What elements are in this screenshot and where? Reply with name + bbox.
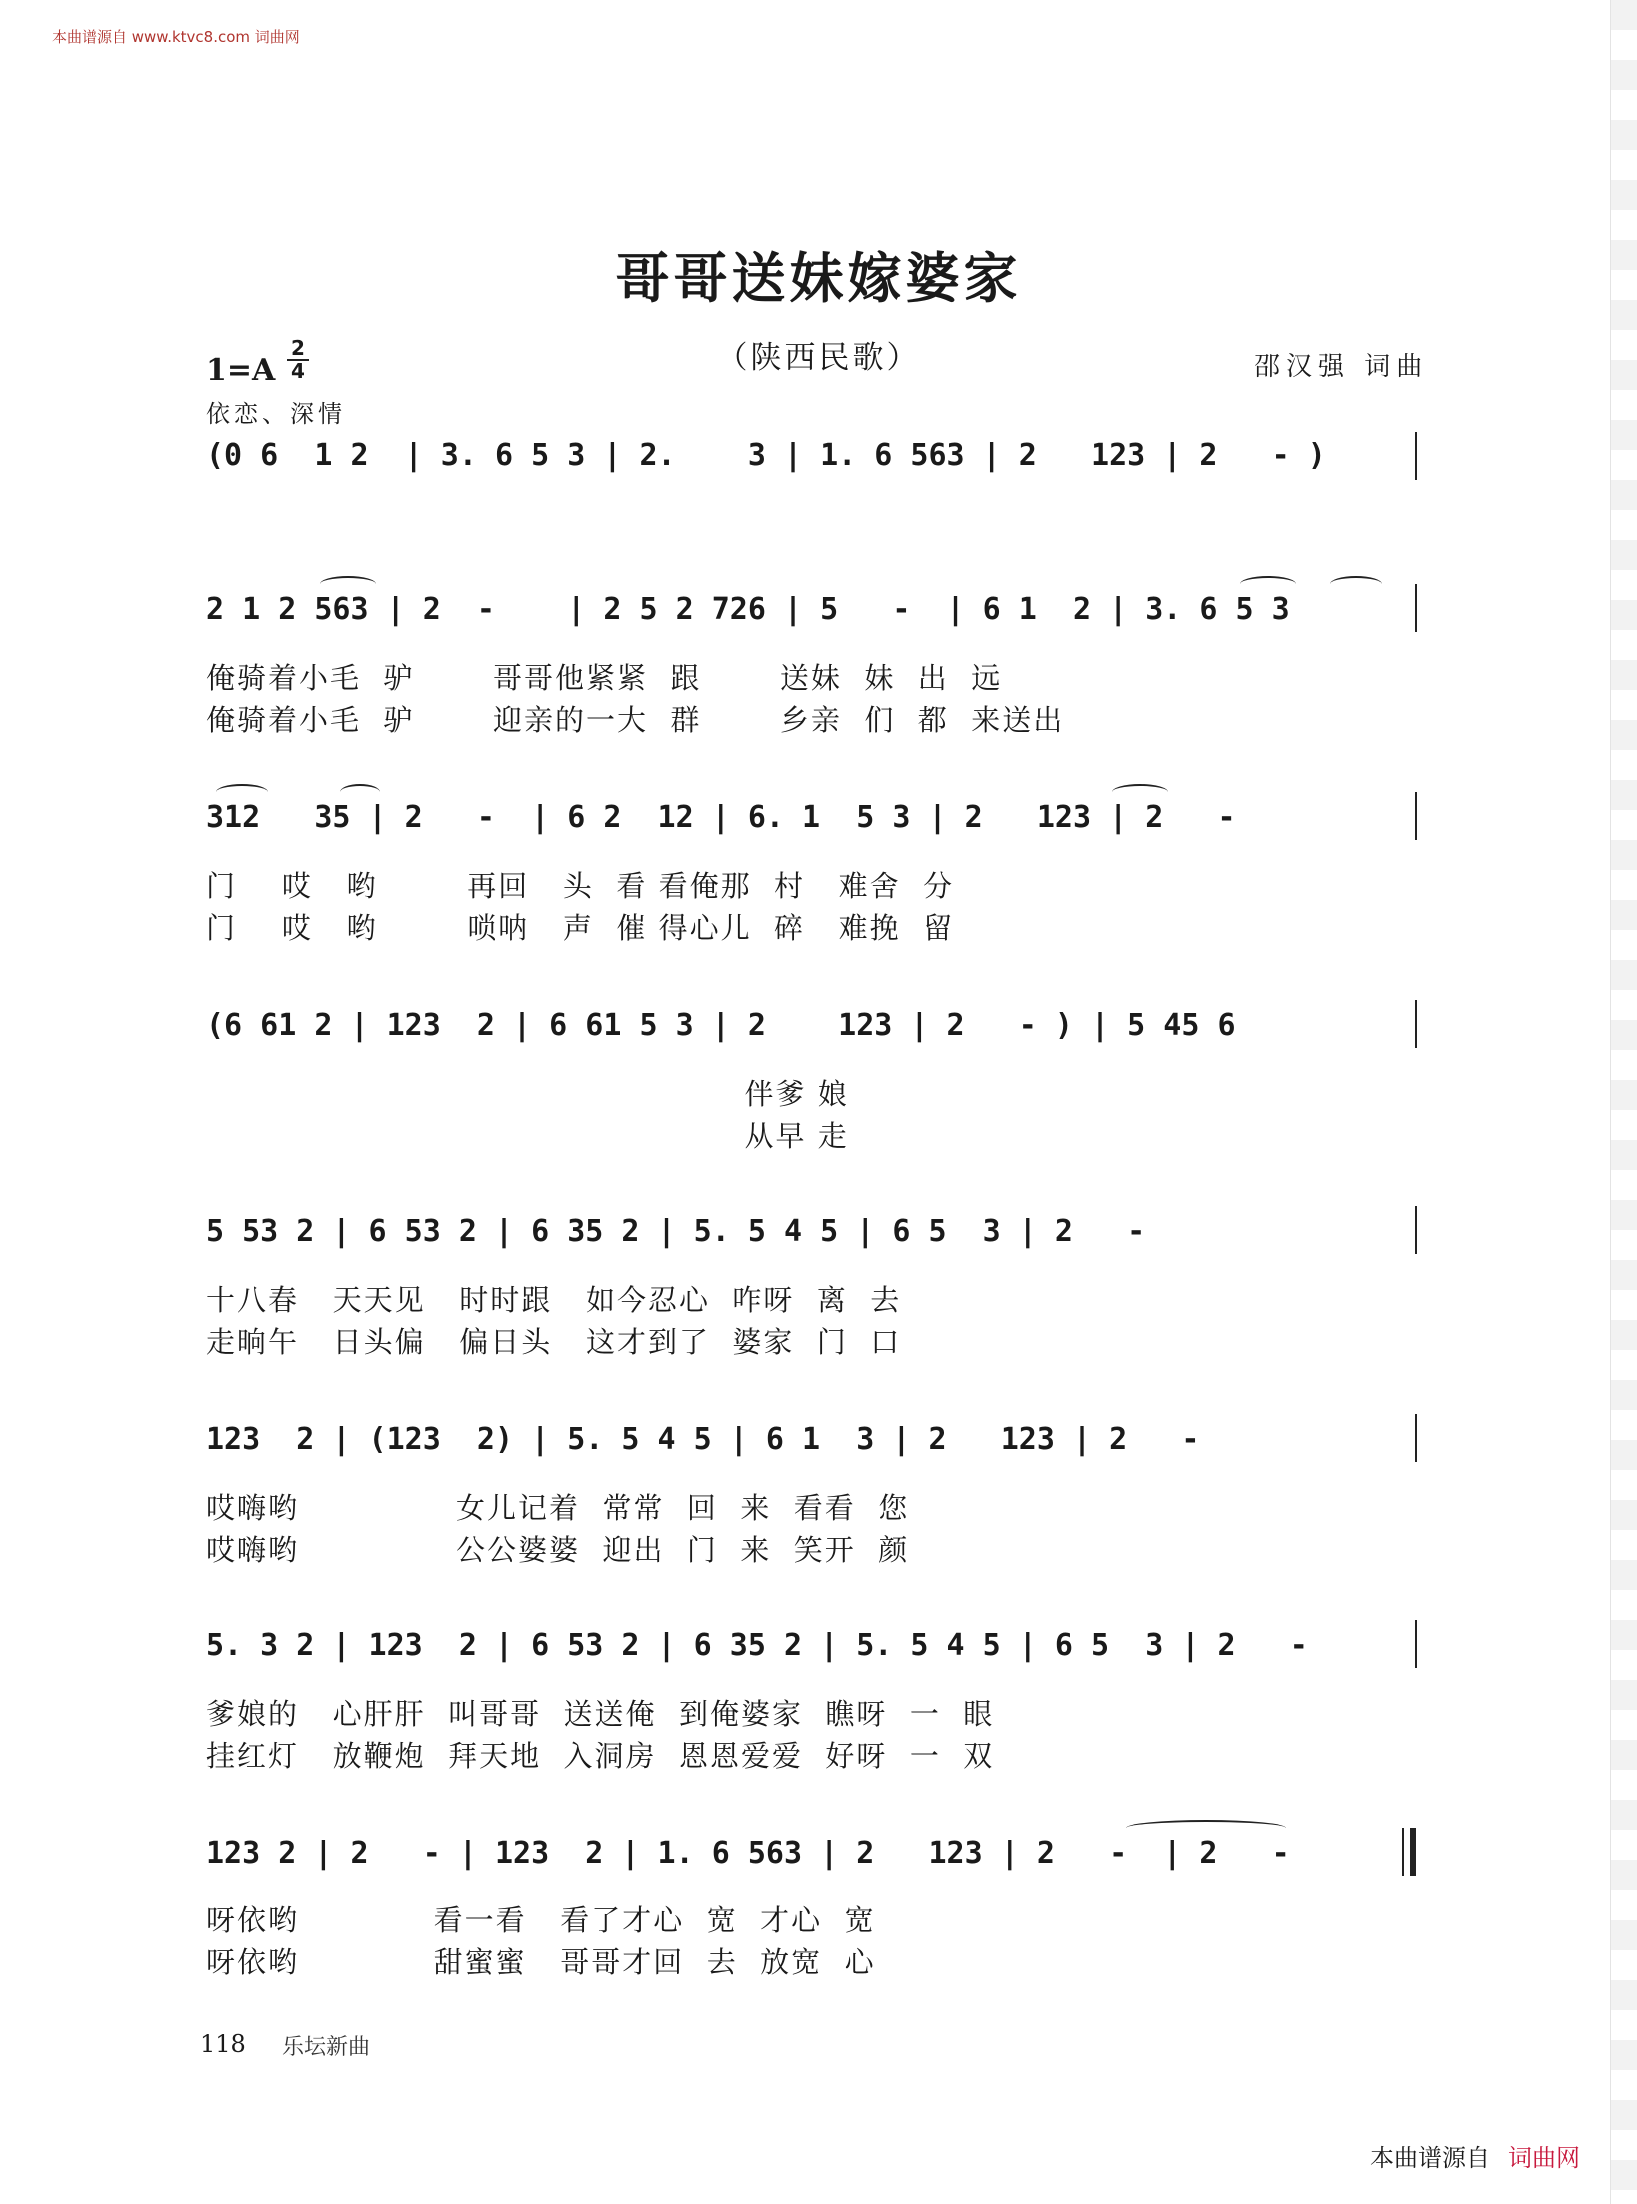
- source-footer: [1370, 2138, 1580, 2173]
- lyric-line-5a: 十八春 天天见 时时跟 如今忍心 咋呀 离 去: [206, 1283, 902, 1317]
- barline: [1415, 1000, 1417, 1048]
- slur-arc: [1112, 784, 1168, 800]
- source-footer-brand[interactable]: 词曲网: [1508, 2144, 1580, 2172]
- slur-arc: [1240, 576, 1296, 592]
- lyric-line-2a: 俺骑着小毛 驴 哥哥他紧紧 跟 送妹 妹 出 远: [206, 661, 1003, 695]
- time-signature: [287, 338, 309, 382]
- key-signature: 1=A: [206, 353, 276, 388]
- lyric-line-6b: 哎嗨哟 公公婆婆 迎出 门 来 笑开 颜: [206, 1533, 910, 1567]
- barline: [1415, 1620, 1417, 1668]
- notation-line-1: (0 6 1 2 | 3. 6 5 3 | 2. 3 | 1. 6 563 | 2 123 | 2 - ): [206, 438, 1326, 473]
- notation-line-3: 312 35 | 2 - | 6 2 12 | 6. 1 5 3 | 2 123 | 2 -: [206, 800, 1236, 835]
- notation-line-2: 2 1 2 563 | 2 - | 2 5 2 726 | 5 - | 6 1 2 | 3. 6 5 3: [206, 592, 1290, 627]
- barline: [1415, 584, 1417, 632]
- notation-line-7: 5. 3 2 | 123 2 | 6 53 2 | 6 35 2 | 5. 5 4 5 | 6 5 3 | 2 -: [206, 1628, 1308, 1663]
- slur-arc: [340, 784, 380, 800]
- lyric-line-4b: 从早 走: [206, 1119, 849, 1153]
- lyric-line-7b: 挂红灯 放鞭炮 拜天地 入洞房 恩恩爱爱 好呀 一 双: [206, 1739, 995, 1773]
- lyric-line-2b: 俺骑着小毛 驴 迎亲的一大 群 乡亲 们 都 来送出: [206, 703, 1065, 737]
- song-subtitle: （陕西民歌）: [716, 340, 921, 376]
- lyric-line-8a: 呀依哟 看一看 看了才心 宽 才心 宽: [206, 1903, 876, 1937]
- slur-arc: [216, 784, 268, 800]
- page-edge-watermark: [1610, 0, 1637, 2204]
- lyric-line-5b: 走晌午 日头偏 偏日头 这才到了 婆家 门 口: [206, 1325, 902, 1359]
- song-author: 邵汉强 词曲: [1254, 352, 1429, 382]
- notation-line-5: 5 53 2 | 6 53 2 | 6 35 2 | 5. 5 4 5 | 6 5 3 | 2 -: [206, 1214, 1146, 1249]
- slur-arc: [1330, 576, 1382, 592]
- song-title: 哥哥送妹嫁婆家: [615, 246, 1022, 310]
- slur-arc: [320, 576, 376, 592]
- magazine-name: 乐坛新曲: [282, 2035, 371, 2060]
- page-number: 118: [200, 2030, 246, 2058]
- lyric-line-8b: 呀依哟 甜蜜蜜 哥哥才回 去 放宽 心: [206, 1945, 876, 1979]
- lyric-line-6a: 哎嗨哟 女儿记着 常常 回 来 看看 您: [206, 1491, 910, 1525]
- lyric-line-3b: 门 哎 哟 唢呐 声 催 得心儿 碎 难挽 留: [206, 911, 955, 945]
- tie-arc: [1126, 1820, 1286, 1836]
- notation-line-8: 123 2 | 2 - | 123 2 | 1. 6 563 | 2 123 | 2 - | 2 -: [206, 1836, 1290, 1871]
- source-footer-label: 本曲谱源自: [1370, 2144, 1490, 2172]
- time-top: 2: [291, 336, 305, 360]
- notation-line-4: (6 61 2 | 123 2 | 6 61 5 3 | 2 123 | 2 - ) | 5 45 6: [206, 1008, 1236, 1043]
- lyric-line-3a: 门 哎 哟 再回 头 看 看俺那 村 难舍 分: [206, 869, 955, 903]
- time-bottom: 4: [287, 359, 309, 382]
- final-barline-thick: [1410, 1828, 1416, 1876]
- barline: [1415, 1206, 1417, 1254]
- final-barline-thin: [1402, 1828, 1404, 1876]
- tempo-marking: 依恋、深情: [206, 400, 346, 428]
- notation-line-6: 123 2 | (123 2) | 5. 5 4 5 | 6 1 3 | 2 123 | 2 -: [206, 1422, 1200, 1457]
- barline: [1415, 432, 1417, 480]
- barline: [1415, 792, 1417, 840]
- barline: [1415, 1414, 1417, 1462]
- lyric-line-4a: 伴爹 娘: [206, 1077, 849, 1111]
- source-header: 本曲谱源自 www.ktvc8.com 词曲网: [52, 28, 300, 46]
- lyric-line-7a: 爹娘的 心肝肝 叫哥哥 送送俺 到俺婆家 瞧呀 一 眼: [206, 1697, 995, 1731]
